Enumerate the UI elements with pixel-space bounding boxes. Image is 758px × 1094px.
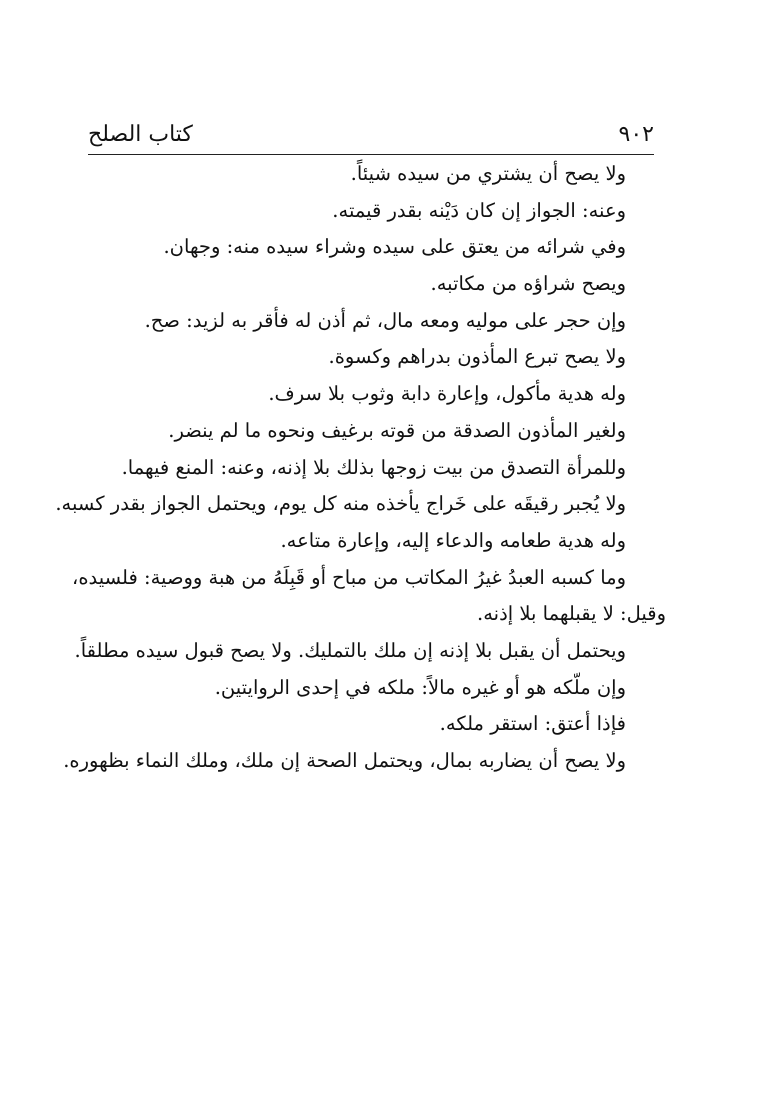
text-line: وما كسبه العبدُ غيرُ المكاتب من مباح أو قَبِلَهُ من هبة ووصية: فلسيده، — [72, 565, 626, 589]
page-header — [88, 120, 654, 155]
text-line: ويصح شراؤه من مكاتبه. — [430, 272, 626, 296]
text-line: فإذا أعتق: استقر ملكه. — [439, 712, 626, 736]
text-line: وإن حجر على موليه ومعه مال، ثم أذن له فأقر به لزيد: صح. — [144, 308, 626, 332]
text-line: ولا يصح أن يشتري من سيده شيئاً. — [350, 162, 626, 185]
text-line: ولغير المأذون الصدقة من قوته برغيف ونحوه ما لم ينضر. — [168, 418, 626, 442]
text-line: ولا يصح أن يضاربه بمال، ويحتمل الصحة إن ملك، وملك النماء بظهوره. — [63, 749, 626, 772]
text-line: ولا يُجبر رقيقَه على خَراج يأخذه منه كل يوم، ويحتمل الجواز بقدر كسبه. — [55, 492, 626, 516]
text-line: وله هدية طعامه والدعاء إليه، وإعارة متاعه. — [280, 528, 626, 552]
text-line: وإن ملّكه هو أو غيره مالاً: ملكه في إحدى الروايتين. — [214, 675, 626, 699]
text-line: ولا يصح تبرع المأذون بدراهم وكسوة. — [328, 345, 626, 369]
page-number: ٩٠٢ — [618, 122, 654, 147]
text-line: وله هدية مأكول، وإعارة دابة وثوب بلا سرف. — [268, 382, 626, 406]
text-line: وفي شرائه من يعتق على سيده وشراء سيده منه: وجهان. — [163, 235, 626, 259]
text-line: وعنه: الجواز إن كان دَيْنه بقدر قيمته. — [332, 198, 626, 222]
text-line: وللمرأة التصدق من بيت زوجها بذلك بلا إذنه، وعنه: المنع فيهما. — [121, 455, 626, 479]
chapter-title: كتاب الصلح — [88, 122, 193, 147]
text-line: وقيل: لا يقبلهما بلا إذنه. — [477, 602, 666, 626]
body-text — [55, 156, 666, 780]
text-line: ويحتمل أن يقبل بلا إذنه إن ملك بالتمليك. ولا يصح قبول سيده مطلقاً. — [74, 638, 626, 662]
